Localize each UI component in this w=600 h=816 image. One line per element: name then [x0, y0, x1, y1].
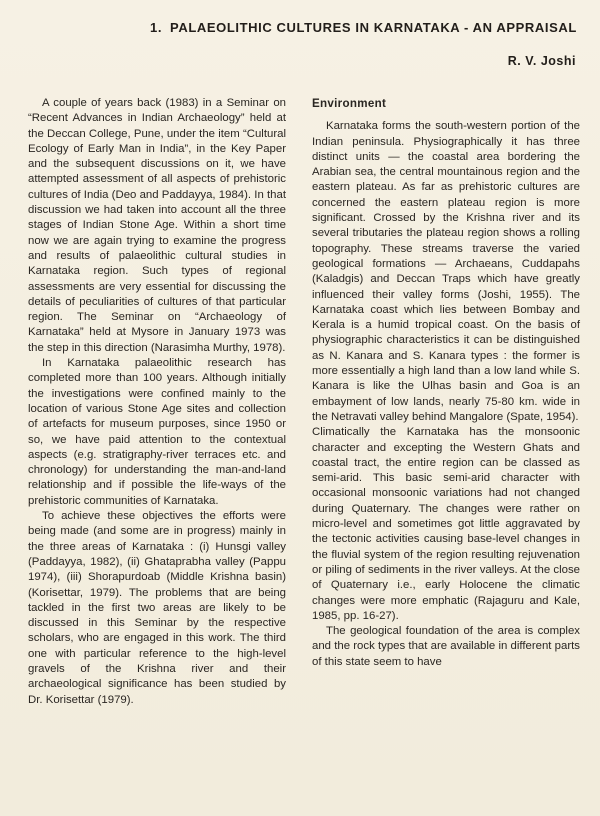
paragraph: Climatically the Karnataka has the monsoonic character and excepting the Western Ghats and coastal tract, the entire region can be classed as semi-arid. This basic semi-arid character with occasional monsoonic variations had not changed during Quaternary. The changes were rather on micro-level and sometimes got little aggravated by the tectonic activities causing base-level changes in the fluvial system of the region resulting rejuvenation or piling of sediments in the river valleys. At the close of Quaternary i.e., early Holocene the climatic changes were more emphatic (Rajaguru and Kale, 1985, pp. 16-27). — [312, 426, 580, 622]
paragraph: Karnataka forms the south-western portion of the Indian peninsula. Physiographically it has three distinct units — the coastal area bordering the Arabian sea, the central mountainous region and the eastern plateau. As far as prehistoric cultures are concerned the eastern plateau region is more significant. Crossed by the Krishna river and its several tributaries the plateau region shows a rolling topography. These streams traverse the varied geological formations — Archaeans, Cuddapahs (Kaladgis) and Deccan Traps which have greatly influenced their valley forms (Joshi, 1955). The Karnataka coast which lies between Bombay and Kerala is a humid tropical coast. On the basis of physiographic characteristics it can be distinguished as N. Kanara and S. Kanara types : the former is more essentially a high land than a low land while S. Kanara is like the Ulhas basin and Goa is an embayment of low lands, nearly 75-80 km. wide in the Netravati valley behind Mangalore (Spate, 1954). — [312, 120, 580, 423]
author-name: R. V. Joshi — [507, 54, 576, 68]
chapter-title: PALAEOLITHIC CULTURES IN KARNATAKA - AN APPRAISAL — [170, 20, 577, 35]
right-column — [312, 96, 580, 670]
paragraph: A couple of years back (1983) in a Seminar on “Recent Advances in Indian Archaeology” held at the Deccan College, Pune, under the item “Cultural Ecology of Early Man in India”, in the Key Paper and the subsequent discussions on it, we have attempted assessment of all aspects of prehistoric cultures of India (Deo and Paddayya, 1984). In that discussion we had taken into account all the three stages of Indian Stone Age. Within a short time now we are again trying to examine the progress and results of palaeolithic cultural studies in Karnataka region. Such types of regional assessments are very essential for discussing the details of peculiarities of cultures of that particular region. The Seminar on “Archaeology of Karnataka” held at Mysore in January 1973 was the step in this direction (Narasimha Murthy, 1978). — [28, 97, 286, 354]
paragraph: In Karnataka palaeolithic research has completed more than 100 years. Although initially the investigations were confined mainly to the location of various Stone Age sites and collection of artefacts for museum purposes, since 1950 or so, we have paid attention to the contextual aspects (e.g. stratigraphy-river terraces etc. and chronology) for understanding the man-and-land relationship and if possible the life-ways of the prehistoric communities of Karnataka. — [28, 357, 286, 507]
paragraph: To achieve these objectives the efforts were being made (and some are in progress) mainly in the three areas of Karnataka : (i) Hunsgi valley (Paddayya, 1982), (ii) Ghataprabha valley (Pappu 1974), (iii) Shorapurdoab (Middle Krishna basin) (Korisettar, 1979). The problems that are being tackled in the first two areas are likely to be discussed in this Seminar by the respective scholars, who are engaged in this work. The third one with particular reference to the high-level gravels of the Krishna river and their archaeological significance has been studied by Dr. Korisettar (1979). — [28, 510, 286, 706]
chapter-number: 1. — [150, 20, 163, 35]
paragraph: The geological foundation of the area is complex and the rock types that are available in different parts of this state seem to have — [312, 625, 580, 668]
left-column — [28, 96, 286, 708]
paper-title — [150, 20, 590, 35]
section-heading: Environment — [312, 97, 387, 110]
